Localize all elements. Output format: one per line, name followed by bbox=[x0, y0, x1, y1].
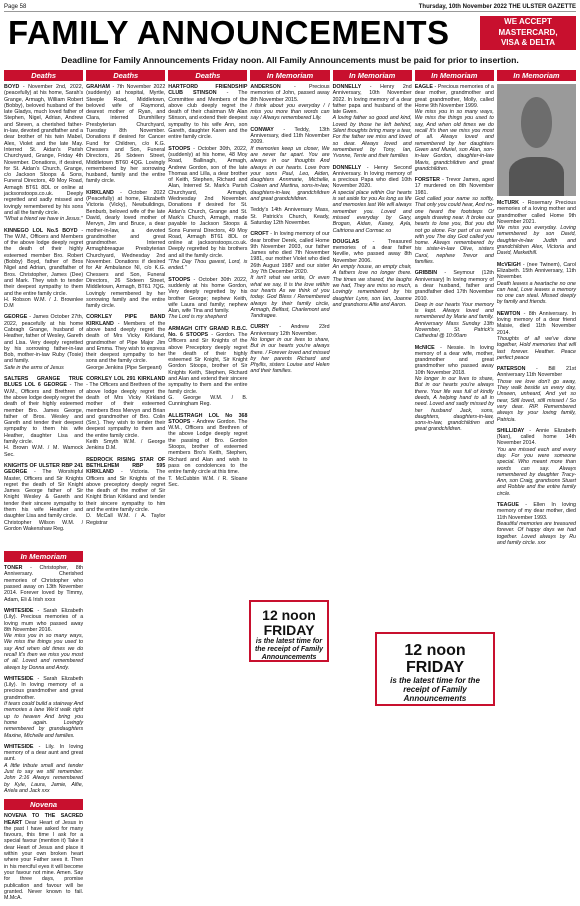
notice-entry bbox=[4, 84, 83, 223]
notice-name: DONNELLY bbox=[332, 84, 362, 90]
notice-entry bbox=[497, 262, 576, 306]
notice-body: - Teddy, 13th Anniversary, died 11th November 2009. bbox=[250, 126, 330, 146]
notice-body: - Victoria. The Officers and Sir Knights of the above preceptory deeply regret the death of the mother of Sir Knight Brian Kirkland and tender their sincere sympathy to him and the entire family circle. bbox=[86, 469, 166, 513]
notice-name: HARTFORD FRIENDSHIP CLUB STINSON bbox=[168, 84, 248, 97]
notice-text bbox=[4, 608, 83, 633]
notice-body: - Bill 21st Anniversary 11th November bbox=[496, 366, 576, 379]
notice-verse: We miss you in so many ways, We miss the things you used to say, And when old times we do recall It's then we miss you most of all. Always loved and remembered by her daughters Gwen and Muriel, son Alan, son-in-law Gordon, daughter-in-law Mavis, grandchildren and great grandchildren. bbox=[414, 109, 494, 172]
cards-line-3: VISA & DELTA bbox=[500, 38, 556, 47]
notice-name: McTURK bbox=[496, 200, 519, 206]
notice-entry bbox=[168, 146, 247, 272]
masthead bbox=[4, 14, 576, 52]
notice-entry bbox=[4, 314, 83, 371]
notice-body: - 8th Anniversary. In loving memory of a dear friend Maisie, died 11th November 2014. bbox=[496, 310, 576, 336]
deadline-promo-box-2 bbox=[375, 632, 495, 706]
notice-entry bbox=[415, 84, 494, 172]
notice-text bbox=[497, 262, 576, 281]
issue-date: Thursday, 10th November 2022 THE ULSTER GAZETTE bbox=[418, 3, 576, 10]
notice-name: KINNEGO LOL No.5 BOYD bbox=[4, 227, 78, 234]
notice-verse: It isn't what we write, Or even what we say, It is the love within our hearts As we think of you today. God Bless / Remembered always by their family circle, Armagh, Belfast, Charlemont and Tandragee. bbox=[250, 275, 330, 320]
notice-verse: Thoughts of all we've done together, Hold memories that will last forever. Heather. Peace perfect peace bbox=[496, 335, 576, 361]
notice-text bbox=[86, 190, 165, 310]
payment-cards-badge bbox=[480, 16, 576, 50]
notice-entry bbox=[4, 676, 83, 739]
notice-name: GRAHAM bbox=[86, 84, 110, 90]
novena-text bbox=[4, 813, 83, 901]
notice-text bbox=[250, 324, 329, 337]
notice-text bbox=[415, 270, 494, 301]
notice-verse: Deep in our hearts Your memory is kept. Always loved and remembered by Marie and family. Anniversary Mass Sunday 13th November, St. Patrick's Cathedral @ 10:00am bbox=[414, 301, 494, 340]
notice-verse: I think about you everyday / I miss you more than words can say / Always remembered Lily. bbox=[250, 102, 330, 122]
notice-entry bbox=[86, 84, 165, 185]
notice-entry bbox=[333, 84, 412, 160]
notice-text bbox=[415, 84, 494, 109]
notice-verse: Safe in the arms of Jesus bbox=[4, 364, 64, 371]
notice-entry bbox=[86, 190, 165, 310]
column-body bbox=[333, 84, 412, 308]
notice-name: SALTERS GRANGE TRUE BLUES LOL 6 GEORGE bbox=[4, 376, 84, 389]
notice-body: - October 30th, 2022, (suddenly) at his home, 48 Moy Road, Ballinagh, Armagh, Andrew Gordon, son of the late Thomas and Lilla, a dear brother of Keith, Stephen, Richard and Alan, Interred St. Mark's Parish Churchyard, Armagh, Wednesday 2nd November. Donations if desired for St. Aidan's Church, Grange and St. Mark's Church, Armagh, made payable to Jackson Stoops & Sons Funeral Directors, 49 Moy Road, Armagh BT61 8DL or online at jacksonstoops.co.uk. Deeply regretted by his brothers and all the family circle. bbox=[168, 145, 248, 259]
column-body bbox=[4, 84, 83, 532]
notice-text bbox=[86, 84, 165, 185]
notice-name: STOOPS bbox=[168, 145, 191, 152]
notice-text bbox=[86, 457, 165, 514]
column-3 bbox=[168, 70, 247, 551]
column-4 bbox=[250, 70, 329, 551]
notice-body: - Precious memories of a dear mother, grandmother and great grandmother, Molly, called Home 9th November 1999. bbox=[414, 84, 494, 109]
notice-body: - Christopher, 8th Anniversary. Cherished memories of Christopher who passed away on 13th November 2014. Forever loved by Timmy, Adam, Eli & Irish xxxx bbox=[4, 565, 84, 603]
notice-name: WHITESIDE bbox=[4, 607, 34, 614]
notice-entry bbox=[497, 311, 576, 361]
notice-body: - Trevor James, aged 17 murdered on 8th November 1981. bbox=[414, 177, 494, 196]
notice-text bbox=[497, 502, 576, 521]
column-heading: In Memoriam bbox=[333, 70, 412, 81]
cards-line-1: WE ACCEPT bbox=[504, 17, 552, 26]
notice-body: - Andrew 23rd Anniversary 12th November. bbox=[250, 324, 330, 337]
notice-text bbox=[497, 311, 576, 336]
notice-entry bbox=[86, 457, 165, 526]
promo-time: 12 noon bbox=[404, 642, 466, 659]
notice-text bbox=[4, 744, 83, 763]
notice-signature: H. Brown W.M. / M. Wamock Sec. bbox=[4, 445, 84, 458]
notice-verse: You are missed each and every day. For you were someone special. Who meant more than words can say. Always remembered by daughter Tracy-Ann, son Craig, grandsons Stuart and Robbie and the entire family circle. bbox=[496, 446, 576, 497]
page-number: Page 58 bbox=[4, 3, 27, 10]
notice-entry bbox=[415, 177, 494, 265]
notice-text bbox=[333, 84, 412, 115]
notice-verse: We miss you in so many ways, We miss the things you used to say And when old times we do recall It's then we miss you most of all. Loved and remembered always by Donna and Andy. bbox=[4, 633, 84, 671]
notice-body: - The W.M., Officers and Members of the above lodge deeply regret the death of their highly esteemed member Bro. Robert (Bobby) Boyd, father of Bros Nigel and Adrian, grandfather of Bros. Christopher, James (Dee) and Mark. They wish to tender their deepest sympathy to them and the entire family circle. bbox=[4, 227, 84, 297]
column-body bbox=[168, 84, 247, 488]
column-heading: Deaths bbox=[4, 70, 83, 81]
section-title: FAMILY ANNOUNCEMENTS bbox=[8, 14, 450, 51]
notice-body: - The W.M., Officers and Brethren of the above lodge deeply regret the death of their highly esteemed member Bro. James George, father of Bros. Wesley and Gareth and tender their deepest sympathy to them his wife Heather, daughter Lisa and family circle. bbox=[4, 382, 84, 446]
column-1 bbox=[4, 70, 83, 551]
notice-verse: A little tribute small and tender Just to say we still remember. John 2:16 Always remembered by Kyle, Laura, Jamie, Alfie, Ariela and Jack xxx bbox=[4, 762, 84, 794]
notice-entry bbox=[333, 165, 412, 234]
column-heading: Deaths bbox=[86, 70, 165, 81]
notice-verse: We miss you everyday. Loving remembered by son David, daughter-in-law Judith and grandchildren Alex, Victoria and David, Markethill. bbox=[496, 225, 576, 257]
notice-text bbox=[168, 413, 247, 476]
column-body bbox=[250, 84, 329, 375]
novena-body: Dear Heart of Jesus in the past I have asked for many favours, this time I ask for a special favour (mention it) Take it dear Heart of Jesus and place it within your own broken heart where your Father sees it. Then in his merciful eyes it will become your favour not mine. Amen. Say for three days, promise publication and favour will be granted. Never known to fail. M.McA. bbox=[4, 819, 84, 902]
notice-body: - Gordon. The Officers and Sir Knights of the above Preceptory deeply regret the death of their highly esteemed Sir Knight, Sir Knight Gordon Stoops, brother of Sir Knights Keith, Stephen, Richard and Alan and extend their sincere sympathy to them and the entire family circle. bbox=[168, 331, 248, 395]
notice-name: CURRY bbox=[250, 324, 270, 331]
notice-entry bbox=[497, 502, 576, 546]
page-header-bar bbox=[4, 2, 576, 12]
notice-name: ARMAGH CITY GRAND R.B.C. No. 6 STOOPS bbox=[168, 325, 248, 338]
column-heading: Deaths bbox=[168, 70, 247, 81]
notice-body: - Sarah Elizabeth (Lily). In loving memory of a precious grandmother and great grandmother. bbox=[4, 675, 84, 701]
notice-verse: "What a friend we have in Jesus." bbox=[4, 216, 83, 223]
notice-signature: T. McCubbin W.M. / R. Sloane Sec. bbox=[168, 475, 248, 488]
deadline-notice: Deadline for Family Announcements Friday noon. All Family Announcements must be paid for prior to insertion. bbox=[61, 55, 519, 65]
notice-text bbox=[250, 207, 329, 226]
notice-name: WHITESIDE bbox=[4, 675, 34, 682]
notice-entry bbox=[415, 345, 494, 433]
notice-name: DONNELLY bbox=[332, 164, 362, 171]
notice-entry bbox=[4, 463, 83, 532]
notice-signature: Christopher Wilson W.M. / Gordon Wakenshaw Reg. bbox=[4, 519, 84, 532]
notice-verse: A special place within Our hearts is set aside for you As long as life and memories last We will always remember you. Loved and missed everyday by Gary, Brogan, Aidan, Kasey, Ayla, Caitriona and Cormac xo bbox=[332, 189, 412, 234]
notice-verse: No longer in our lives to share, But in our hearts you're always there. Your life was full of kindly deeds, A helping hand to all in need. Loved and sadly missed by her husband Jack, sons, daughters, daughters-in-law, sons-in-law, grandchildren and great grandchildren. bbox=[414, 376, 494, 433]
notice-entry bbox=[250, 324, 329, 374]
notice-verse: God called your name so softly, That only you could hear, And no-one heard the footsteps Of angels drawing near. It broke our hearts to lose you, But you did not go alone. For part of us went with you The day God called you home. Always remembered by his sister-in-law Olive, sisters Carol, nephew Trevor and families. bbox=[414, 196, 494, 266]
column-7 bbox=[497, 70, 576, 551]
notice-name: McVEIGH bbox=[496, 261, 521, 268]
notice-text bbox=[497, 366, 576, 379]
notice-text bbox=[4, 376, 83, 445]
notice-verse: If tears could build a stairway And memories a lane We'd walk right up to heaven And bring you home again. Lovingly remembered by grandaughters Maxine, Michelle and families. bbox=[4, 701, 84, 739]
promo-text: is the latest time for the receipt of Family Announcements bbox=[390, 676, 480, 703]
notice-text bbox=[4, 565, 83, 603]
column-heading: In Memoriam bbox=[4, 551, 83, 562]
notice-text bbox=[497, 428, 576, 447]
notice-name: BOYD bbox=[4, 84, 20, 90]
notice-name: GEORGE bbox=[4, 314, 28, 321]
notice-name: GRIBBIN bbox=[414, 270, 438, 277]
column-body bbox=[415, 84, 494, 433]
promo-text: is the latest time for the receipt of Family Announcements bbox=[254, 638, 324, 661]
notice-name: CONWAY bbox=[250, 126, 274, 133]
notice-body: - Lily. In loving memory of a dear aunt and great aunt. bbox=[4, 743, 84, 763]
notice-text bbox=[333, 239, 412, 264]
notice-text bbox=[250, 127, 329, 146]
notice-name: TONER bbox=[4, 565, 23, 572]
notice-text bbox=[168, 84, 247, 141]
column-heading: In Memoriam bbox=[250, 70, 329, 81]
notice-text bbox=[4, 84, 83, 216]
notice-body: - October 2022 (Peacefully) at home, Elizabeth Victoria (Vicky), Newbuildings, Benburb, beloved wife of the late David, dearly loved mother of Mervyn, Jim and Bruce, a dear mother-in-law, a devoted grandmother and great grandmother. Interred Armaghbreague Presbyterian Churchyard, Wednesday 2nd November. Donations if desired for Air Ambulance NI, c/o K.G. Chessers and Son, Funeral Directors, 26 Sixteen Street, Middletown, Armagh, BT61 7QG. Lovingly remembered by her sorrowing family and the entire family circle. bbox=[86, 189, 166, 310]
notice-verse: An empty house, an empty chair, A fathers love no longer there. The times we shared, the laughs we had, They are miss so much, Lovingly remembered by his daughter Lynn, son Ian, Joanne and grandsons Alfie and Aaron. bbox=[332, 264, 412, 308]
notice-name: KIRKLAND bbox=[86, 189, 114, 196]
notice-text bbox=[168, 277, 247, 315]
notice-entry bbox=[86, 314, 165, 371]
novena-title: NOVENA TO THE SACRED HEART bbox=[4, 813, 84, 826]
notice-entry bbox=[168, 84, 247, 141]
portrait-photo bbox=[497, 84, 576, 196]
notice-text bbox=[250, 84, 329, 103]
column-5 bbox=[333, 70, 412, 551]
notice-text bbox=[250, 231, 329, 275]
notice-entry bbox=[4, 376, 83, 458]
notice-signature: George Jenkins (Pipe Sergeant) bbox=[86, 364, 162, 371]
notice-entry bbox=[250, 84, 329, 122]
notice-body: - The Committee and Members of the above club deeply regret the death of their chairman Mr Alan Stinson, and extend their deepest sympathy to his wife Ann, son Gareth, daughter Karen and the entire family circle. bbox=[168, 90, 248, 141]
notice-text bbox=[168, 326, 247, 395]
notice-text bbox=[86, 376, 165, 439]
notice-entry bbox=[497, 428, 576, 497]
promo-day: FRIDAY bbox=[405, 659, 465, 676]
notice-entry bbox=[4, 565, 83, 603]
notice-body: - Seymour (12th Anniversary) In loving memory of a dear husband, father and grandfather died 17th November 2010. bbox=[414, 270, 494, 302]
notice-body: - Treasured memories of a dear father Neville, who passed away 8th November 2006. bbox=[332, 238, 412, 264]
promo-day: FRIDAY bbox=[263, 622, 315, 638]
notice-name: ANDERSON bbox=[250, 84, 281, 90]
notice-name: CROFT bbox=[250, 231, 269, 238]
promo-time: 12 noon bbox=[262, 607, 316, 623]
column-2 bbox=[86, 70, 165, 551]
notice-name: EAGLE bbox=[414, 84, 433, 90]
notice-body: - Nessie. In loving memory of a dear wife, mother, grandmother and great grandmother who passed away 10th November 2018. bbox=[414, 344, 494, 376]
notice-name: KNIGHTS OF ULSTER RBP 241 GEORGE bbox=[4, 462, 84, 476]
notice-verse: Those we love don't go away, They walk beside us every day, Unseen, unheard, And yet so near, Still loved, still missed / So very dear. RIP. Remembered always by your loving family, Patricia. bbox=[496, 378, 576, 423]
notice-entry bbox=[250, 231, 329, 319]
notice-entry bbox=[168, 326, 247, 408]
column-body bbox=[4, 565, 83, 901]
notice-entry bbox=[333, 239, 412, 308]
notice-signature: Keith Smyth W.M. / George Jenkins D.M. bbox=[86, 439, 166, 452]
novena-heading: Novena bbox=[4, 799, 83, 810]
notice-name: CORKLEY LOL 291 KIRKLAND bbox=[86, 376, 166, 383]
notice-verse: A loving father so good and kind, Loved by those he left behind, Silent thoughts bring many a tear, For the father we miss and loved so dear. Always loved and remembered by Tony, Ian, Yvonne, Terrie and their families bbox=[332, 115, 412, 160]
notice-name: ALLISTRAGH LOL No 368 STOOPS bbox=[168, 412, 248, 425]
notice-body: - James October 27th, 2022, peacefully at his home Cabragh Grange, husband of Heather, father of Wesley, Gareth and Lisa. Very deeply regretted by his sorrowing father-in-law Bob, mother-in-law Ruby (Tosie) and family. bbox=[4, 314, 84, 365]
column-8 bbox=[4, 551, 83, 906]
notice-body: - Precious memories of John, passed away 8th November 2015. bbox=[250, 84, 330, 103]
notice-body: - Andrew Gordon. The W.M., Officers and Brethren of the above Lodge deeply regret the passing of Bro. Gordon Stoops, brother of esteemed members Bro's Keith, Stephen, Richard and Alan and wish to pass on condolences to the entire family circle at this time. bbox=[168, 418, 248, 476]
notice-entry bbox=[4, 608, 83, 671]
deadline-promo-box bbox=[249, 600, 329, 662]
notice-entry bbox=[168, 413, 247, 489]
notice-name: STOOPS bbox=[168, 276, 191, 283]
notice-body: - November 2nd, 2022, (peacefully) at his home, Sarah's Grange, Armagh, William Robert (Bobby), beloved husband of the late Gladys, much loved father of Stephen, Nigel, Adrian, Andrew and Steven, a cherished father-in-law, devoted grandfather and a dear brother of his twin Mabel, Alex, Violet and the late May. Interred St. Aidan's Parish Churchyard, Grange, Friday 4th November. Donations, if desired, for St. Aidan's Church, Grange, c/o Jackson Stoops & Sons, Funeral Directors, 49 Moy Road, Armagh BT61 8DL or online at jacksonstoops.co.uk. Deeply regretted and sadly missed and lovingly remembered by his sons and all the family circle. bbox=[4, 84, 84, 216]
notice-entry bbox=[497, 84, 576, 257]
notice-entry bbox=[86, 376, 165, 452]
column-heading: In Memoriam bbox=[415, 70, 494, 81]
notice-text bbox=[415, 345, 494, 376]
notice-body: - In loving memory of our dear brother Derek, called Home 9th November 2003, our father James who died 7th November 1981, our mother Violet who died 26th August 1987 and our sister Joy 7th December 2020. bbox=[250, 231, 330, 276]
notice-body: - 7th November 2022 (suddenly) at hospital, Myrtle, Steeple Road, Middletown, beloved wife of Raymond, dearest mother of Ryan, and Clara, interred Drumhillery Presbyterian Churchyard, Tuesday 8th November. Donations if desired for Cancer Fund for Children, c/o K.G. Chessers and Son, Funeral Directors, 26 Sixteen Street, Middletown BT60 4QG. Lovingly remembered by her sorrowing husband, family and the entire family circle. bbox=[86, 84, 166, 185]
notice-verse: If memories keep us closer, We are never far apart. You are always in our thoughts And always in our hearts. Love from your sons Paul, Leo, Aiden, daughters Annmarie, Michelle, Coleen and Martina, sons-in-law, daughters-in-law, grandchildren and great grandchildren. bbox=[250, 145, 330, 203]
notice-entry bbox=[4, 228, 83, 310]
column-body bbox=[86, 84, 165, 526]
notice-body: Teddy's 14th Anniversary Mass, St. Patrick's Church, Keady, Saturday 12th November. bbox=[250, 207, 330, 226]
notice-verse: No longer in our lives to share, But in our hearts you're always there. / Forever loved and missed by her parents Richard and Phyllis, sisters Louise and Helen and their families. bbox=[250, 336, 330, 375]
notice-text bbox=[415, 177, 494, 196]
notice-text bbox=[4, 228, 83, 297]
notice-body: - (nee Twinem), Carol Elizabeth. 15th Anniversary, 11th November. bbox=[496, 261, 576, 281]
notice-body: - The Worshipful Master, Officers and Sir Knights regret the death of Sir Knight James George father of Sir Knight Wesley & Gareth and tender their sincere sympathy to them his wife Heather and daughter Lisa and family circle. bbox=[4, 469, 84, 520]
column-body bbox=[497, 84, 576, 546]
notice-name: CORKLEY PIPE BAND KIRKLAND bbox=[86, 314, 166, 327]
notice-name: FORSTER bbox=[414, 177, 441, 184]
notice-signature: D. McCall W.M. / A. Taylor Registrar bbox=[86, 513, 166, 526]
column-heading: In Memoriam bbox=[497, 70, 576, 81]
notice-body: - Ellen In loving memory of my dear mother, died 11th November 1993. bbox=[496, 502, 576, 521]
notice-entry bbox=[250, 127, 329, 203]
notice-body: - The Officers and Brethren of the above lodge deeply regret the death of Mrs Vicky Kirkland mother of their esteemed members Bros Mervyn and Brian and grandmother of Bro. Colin (Snr.). They wish to tender their deepest sympathy to them and the entire family circle. bbox=[86, 382, 166, 439]
notice-body: - Henry 2nd Anniversary, 10th November 2022. In loving memory of a dear father papa and husband of the late Gwen. bbox=[332, 84, 412, 116]
notice-text bbox=[168, 146, 247, 259]
notice-entry bbox=[415, 270, 494, 339]
notice-verse: Beautiful memories are treasured forever. Of happy days we had together. Loved always by Ru and family circle. xxx bbox=[496, 520, 576, 546]
notice-verse: "The Day Thou gavest, Lord, is ended." bbox=[168, 259, 248, 272]
notice-entry bbox=[250, 207, 329, 226]
notice-signature: G. George W.M. / B. Cunningham Reg. bbox=[168, 394, 248, 408]
notice-entry bbox=[4, 744, 83, 794]
notice-name: PATERSON bbox=[496, 366, 526, 373]
notice-body: - Rosemary Precious memories of a loving mother and grandmother called Home 9th November 2021. bbox=[496, 200, 576, 225]
notice-name: McNICE bbox=[414, 344, 435, 351]
notice-body: - Sarah Elizabeth (Lily). Precious memories of a loving mum who passed away 8th November 2016. bbox=[4, 607, 84, 633]
notice-body: - October 30th 2022, suddenly at his home Gordon, Very deeply regretted by his brother George; nephew Keith, wife Laura and family; nephew Alan, wife Tina and family. bbox=[168, 276, 248, 315]
notice-name: DOUGLAS bbox=[332, 238, 360, 245]
notice-text bbox=[497, 200, 576, 225]
novena-entry bbox=[4, 813, 83, 901]
notice-name: SHILLIDAY bbox=[496, 427, 525, 434]
notice-name: REDROCK RISING STAR OF BETHLEHEM RBP 595 KIRKLAND bbox=[86, 456, 166, 476]
notice-text bbox=[86, 314, 165, 364]
notice-name: WHITESIDE bbox=[4, 743, 34, 750]
notice-body: - Members of the above band deeply regret the death of Mrs Vicky Kirkland, grandmother of Pipe Major Jim and Emma. They wish to express their deepest sympathy to her sons and the family circle. bbox=[86, 320, 166, 365]
notice-text bbox=[4, 676, 83, 701]
notice-text bbox=[4, 463, 83, 520]
notice-name: TEAGUE bbox=[496, 502, 519, 509]
notice-verse: Death leaves a heartache no one can heal, Love leaves a memory no one can steal. Missed deeply by family and friends. bbox=[496, 280, 576, 306]
notice-text bbox=[4, 314, 83, 364]
column-6 bbox=[415, 70, 494, 551]
notice-signature: H. Robson W.M. / J. Brownlee D.M bbox=[4, 296, 84, 310]
notice-text bbox=[333, 165, 412, 190]
notice-name: NEWTON bbox=[496, 310, 521, 317]
notice-body: - Annie Elizabeth (Nan), called home 14th November 2014. bbox=[496, 427, 576, 447]
notice-entry bbox=[497, 366, 576, 423]
notice-entry bbox=[168, 277, 247, 321]
notice-body: - Henry Second Anniversary. In loving memory of a precious Papa who died 10th November 2020. bbox=[332, 164, 412, 190]
cards-line-2: MASTERCARD, bbox=[498, 27, 558, 37]
notice-verse: The Lord is my shepherd bbox=[168, 314, 227, 321]
